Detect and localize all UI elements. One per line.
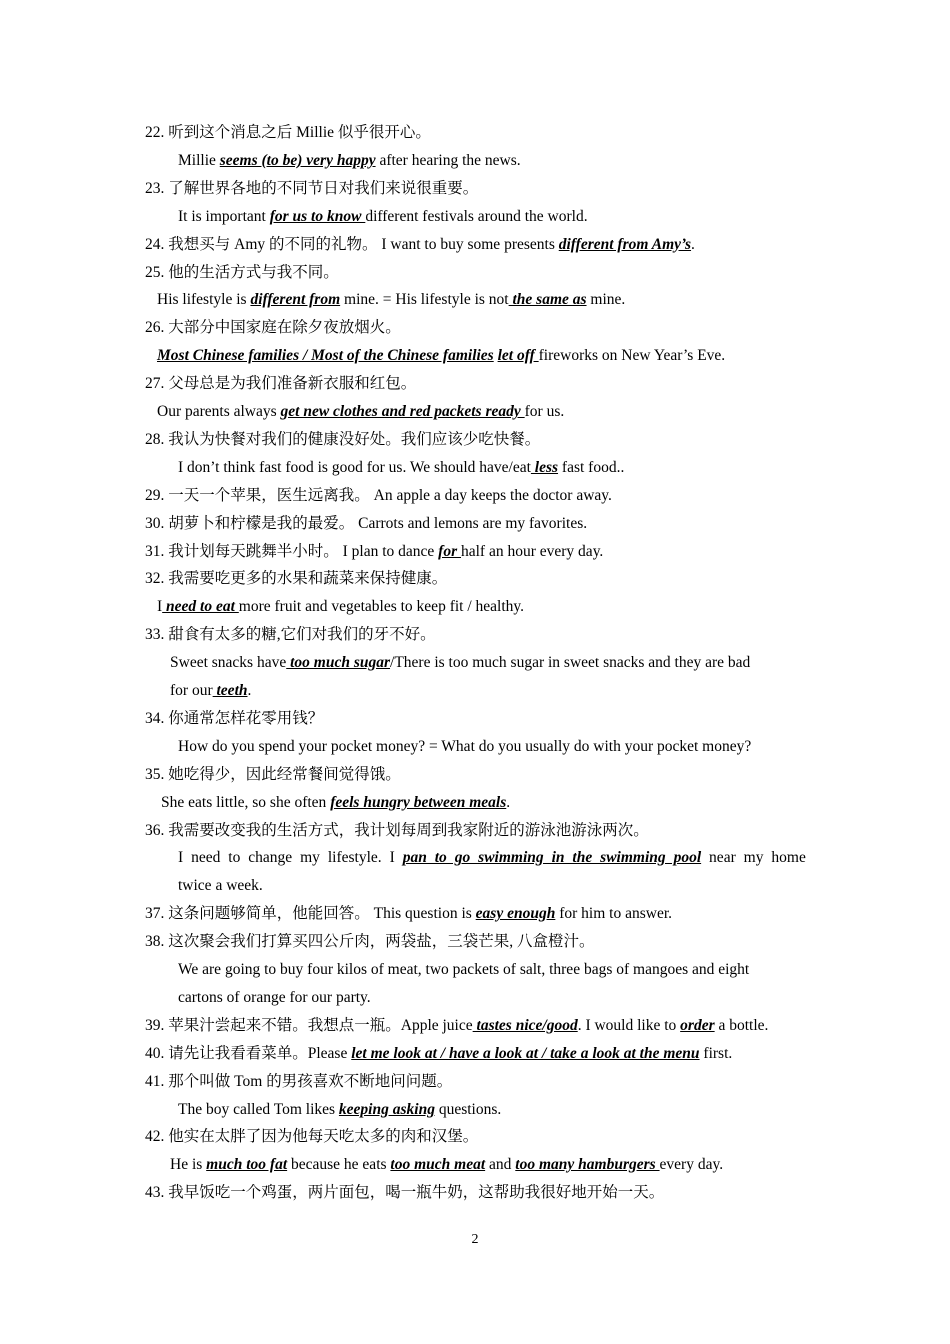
answer-text: Most Chinese families / Most of the Chinese families: [157, 347, 494, 365]
text-line: [178, 737, 751, 757]
line-text: 43. 我早饭吃一个鸡蛋，两片面包，喝一瓶牛奶，这帮助我很好地开始一天。: [145, 1184, 665, 1202]
line-text: 40. 请先让我看看菜单。Please: [145, 1044, 352, 1062]
page-number: 2: [471, 1232, 479, 1247]
text-line: [157, 402, 564, 422]
answer-text: teeth: [212, 682, 248, 699]
line-text: 41. 那个叫做 Tom 的男孩喜欢不断地问问题。: [145, 1072, 453, 1090]
text-line: [145, 263, 339, 283]
line-text: 27. 父母总是为我们准备新衣服和红包。: [145, 375, 417, 393]
line-text: 22. 听到这个消息之后 Millie 似乎很开心。: [145, 124, 431, 141]
text-line: [157, 346, 725, 366]
text-line: [178, 207, 588, 227]
line-text: . I would like to: [577, 1016, 681, 1034]
line-text: 39. 苹果汁尝起来不错。我想点一瓶。Apple juice: [145, 1016, 473, 1034]
line-text: first.: [699, 1044, 733, 1062]
line-text: His lifestyle is: [157, 291, 251, 309]
line-text: twice a week.: [178, 877, 263, 895]
line-text: How do you spend your pocket money? = What do you usually do with your pocket money?: [178, 737, 752, 755]
answer-text: easy enough: [475, 905, 556, 923]
answer-text: for: [438, 542, 461, 560]
text-line: [170, 653, 750, 673]
line-text: /There is too much sugar in sweet snacks and they are bad: [390, 654, 751, 672]
text-line: [145, 235, 695, 255]
text-line: [145, 123, 431, 143]
answer-text: let me look at / have a look at / take a look at the menu: [351, 1044, 700, 1062]
text-line: [145, 821, 649, 841]
text-line: [145, 179, 478, 199]
answer-text: much too fat: [206, 1156, 288, 1174]
text-line: [145, 1072, 452, 1092]
line-text: questions.: [434, 1100, 502, 1118]
text-line: [145, 1044, 732, 1064]
text-line: [178, 876, 263, 896]
text-line: [145, 765, 401, 785]
text-line: [145, 569, 447, 589]
line-text: more fruit and vegetables to keep fit / healthy.: [238, 598, 525, 616]
line-text: for him to answer.: [555, 905, 673, 923]
text-line: [178, 1100, 501, 1120]
line-text: because he eats: [287, 1156, 391, 1174]
text-line: [145, 542, 603, 562]
line-text: cartons of orange for our party.: [178, 988, 371, 1006]
text-line: [157, 597, 524, 617]
text-line: [145, 932, 595, 952]
line-text: 42. 他实在太胖了因为他每天吃太多的肉和汉堡。: [145, 1128, 479, 1146]
line-text: 32. 我需要吃更多的水果和蔬菜来保持健康。: [145, 570, 448, 588]
line-text: 37. 这条问题够简单，他能回答。 This question is: [145, 905, 476, 923]
text-line: [145, 904, 672, 924]
line-text: 38. 这次聚会我们打算买四公斤肉，两袋盐，三袋芒果, 八盒橙汁。: [145, 933, 595, 951]
line-text: Our parents always: [157, 403, 281, 420]
line-text: 30. 胡萝卜和柠檬是我的最爱。 Carrots and lemons are my favorites.: [145, 514, 588, 532]
line-text: fireworks on New Year’s Eve.: [538, 347, 726, 365]
line-text: Millie: [178, 151, 220, 169]
line-text: 34. 你通常怎样花零用钱？: [145, 709, 324, 727]
text-line: [145, 318, 401, 338]
text-line: [161, 793, 510, 813]
answer-text: feels hungry between meals: [330, 793, 507, 811]
line-text: It is important: [178, 207, 270, 225]
line-text: different festivals around the world.: [365, 207, 588, 225]
text-line: [178, 848, 806, 868]
text-line: [145, 514, 587, 534]
line-text: 23. 了解世界各地的不同节日对我们来说很重要。: [145, 179, 479, 197]
answer-text: different from Amy’s: [558, 235, 692, 253]
text-line: [145, 486, 612, 506]
line-text: .: [506, 793, 511, 811]
answer-text: need to eat: [162, 598, 239, 616]
answer-text: too much sugar: [286, 654, 391, 672]
text-line: [145, 1016, 768, 1036]
answer-text: get new clothes and red packets ready: [280, 403, 525, 420]
line-text: 29. 一天一个苹果，医生远离我。 An apple a day keeps the doctor away.: [145, 486, 612, 504]
text-line: [145, 1127, 478, 1147]
answer-text: the same as: [508, 291, 587, 309]
text-line: [145, 709, 323, 729]
answer-text: keeping asking: [338, 1100, 435, 1118]
line-text: every day.: [659, 1156, 724, 1174]
line-text: near my home: [701, 849, 806, 867]
line-text: fast food..: [558, 458, 625, 476]
line-text: 28. 我认为快餐对我们的健康没好处。我们应该少吃快餐。: [145, 430, 541, 448]
line-text: 26. 大部分中国家庭在除夕夜放烟火。: [145, 319, 401, 337]
line-text: and: [485, 1156, 516, 1174]
line-text: I: [157, 598, 163, 616]
answer-text: let off: [497, 347, 539, 365]
line-text: 25. 他的生活方式与我不同。: [145, 263, 339, 281]
line-text: I need to change my lifestyle. I: [178, 849, 403, 867]
line-text: I don’t think fast food is good for us. We should have/eat: [178, 458, 531, 476]
answer-text: seems (to be) very happy: [219, 151, 376, 169]
line-text: for our: [170, 682, 213, 699]
text-line: [145, 430, 540, 450]
line-text: She eats little, so she often: [161, 793, 331, 811]
text-line: [178, 960, 749, 980]
answer-text: different from: [250, 291, 341, 309]
text-line: [178, 988, 371, 1008]
text-line: [157, 290, 625, 310]
line-text: 36. 我需要改变我的生活方式，我计划每周到我家附近的游泳池游泳两次。: [145, 821, 649, 839]
answer-text: pan to go swimming in the swimming pool: [402, 849, 702, 867]
text-line: [170, 1155, 723, 1175]
line-text: 31. 我计划每天跳舞半小时。 I plan to dance: [145, 542, 439, 560]
answer-text: order: [680, 1016, 715, 1034]
line-text: half an hour every day.: [461, 542, 604, 560]
line-text: .: [691, 235, 695, 253]
text-line: [145, 374, 416, 394]
answer-text: tastes nice/good: [472, 1016, 578, 1034]
text-line: [178, 458, 624, 478]
answer-text: less: [530, 458, 559, 476]
text-line: [170, 681, 251, 701]
line-text: mine.: [586, 291, 626, 309]
text-line: [178, 151, 521, 171]
line-text: .: [247, 682, 252, 699]
answer-text: too much meat: [390, 1156, 486, 1174]
line-text: Sweet snacks have: [170, 654, 287, 672]
line-text: The boy called Tom likes: [178, 1100, 339, 1118]
answer-text: for us to know: [269, 207, 366, 225]
text-line: [145, 625, 436, 645]
line-text: He is: [170, 1156, 207, 1174]
answer-text: too many hamburgers: [515, 1156, 660, 1174]
text-line: [145, 1183, 664, 1203]
line-text: 35. 她吃得少，因此经常餐间觉得饿。: [145, 765, 401, 783]
line-text: after hearing the news.: [375, 151, 521, 169]
line-text: a bottle.: [714, 1016, 769, 1034]
line-text: We are going to buy four kilos of meat, two packets of salt, three bags of mangoes and eight: [178, 961, 750, 978]
line-text: 33. 甜食有太多的糖,它们对我们的牙不好。: [145, 626, 436, 644]
line-text: mine. = His lifestyle is not: [340, 291, 509, 309]
line-text: 24. 我想买与 Amy 的不同的礼物。 I want to buy some presents: [145, 235, 559, 253]
line-text: for us.: [524, 403, 565, 420]
